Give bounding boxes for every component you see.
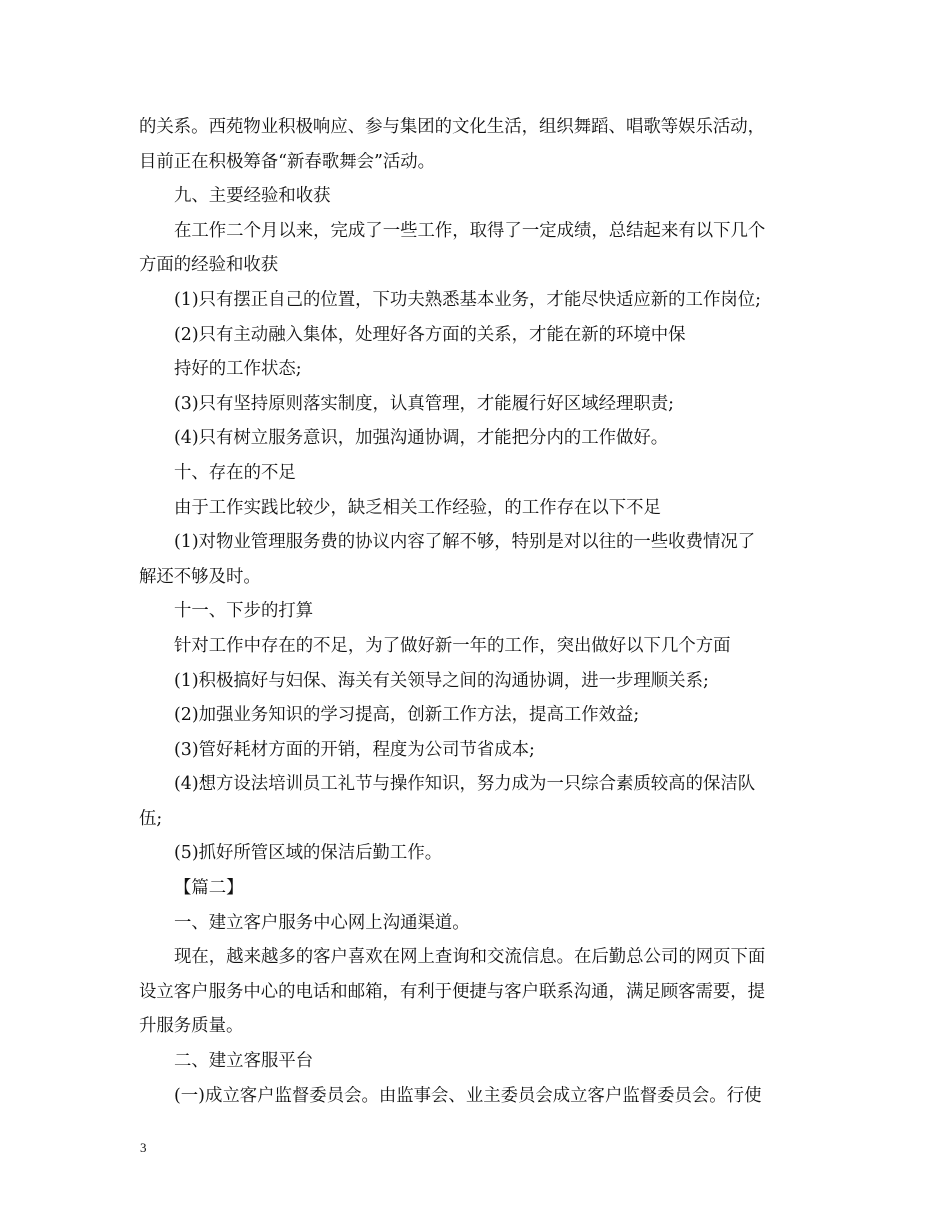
text-line: 方面的经验和收获 — [139, 255, 279, 276]
text-line: (一)成立客户监督委员会。由监事会、业主委员会成立客户监督委员会。行使 — [174, 1085, 762, 1106]
text-line: 十、存在的不足 — [174, 462, 296, 483]
text-line: 【篇二】 — [174, 878, 244, 899]
text-line: 十一、下步的打算 — [174, 601, 314, 622]
text-line: (3)管好耗材方面的开销，程度为公司节省成本; — [174, 739, 535, 760]
text-line: 针对工作中存在的不足，为了做好新一年的工作，突出做好以下几个方面 — [174, 635, 731, 656]
text-line: 解还不够及时。 — [139, 566, 261, 587]
text-line: 升服务质量。 — [139, 1016, 244, 1037]
text-line: (3)只有坚持原则落实制度，认真管理，才能履行好区域经理职责; — [174, 393, 675, 414]
text-line: 伍; — [139, 808, 163, 829]
text-line: (1)积极搞好与妇保、海关有关领导之间的沟通协调，进一步理顺关系; — [174, 670, 709, 691]
text-line: (2)加强业务知识的学习提高，创新工作方法，提高工作效益; — [174, 705, 640, 726]
text-line: 持好的工作状态; — [174, 359, 302, 380]
document-body — [139, 110, 814, 1113]
text-line: 九、主要经验和收获 — [174, 186, 331, 207]
text-line: 设立客户服务中心的电话和邮箱，有利于便捷与客户联系沟通，满足顾客需要，提 — [139, 981, 766, 1002]
text-line: (1)只有摆正自己的位置，下功夫熟悉基本业务，才能尽快适应新的工作岗位; — [174, 289, 761, 310]
text-line: 一、建立客户服务中心网上沟通渠道。 — [174, 912, 470, 933]
text-line: (5)抓好所管区域的保洁后勤工作。 — [174, 843, 443, 864]
text-line: 二、建立客服平台 — [174, 1051, 314, 1072]
page-number: 3 — [140, 1140, 147, 1155]
text-line: 现在，越来越多的客户喜欢在网上查询和交流信息。在后勤总公司的网页下面 — [174, 947, 766, 968]
text-line: 由于工作实践比较少，缺乏相关工作经验，的工作存在以下不足 — [174, 497, 661, 518]
text-line: 在工作二个月以来，完成了一些工作，取得了一定成绩，总结起来有以下几个 — [174, 220, 766, 241]
text-line: (2)只有主动融入集体，处理好各方面的关系，才能在新的环境中保 — [174, 324, 686, 345]
text-line: (4)只有树立服务意识，加强沟通协调，才能把分内的工作做好。 — [174, 428, 669, 449]
text-line: (4)想方设法培训员工礼节与操作知识，努力成为一只综合素质较高的保洁队 — [174, 774, 756, 795]
text-line: 的关系。西苑物业积极响应、参与集团的文化生活，组织舞蹈、唱歌等娱乐活动， — [139, 117, 766, 137]
text-line: (1)对物业管理服务费的协议内容了解不够，特别是对以往的一些收费情况了 — [174, 532, 756, 553]
text-line: 目前正在积极筹备“新春歌舞会”活动。 — [139, 151, 436, 172]
